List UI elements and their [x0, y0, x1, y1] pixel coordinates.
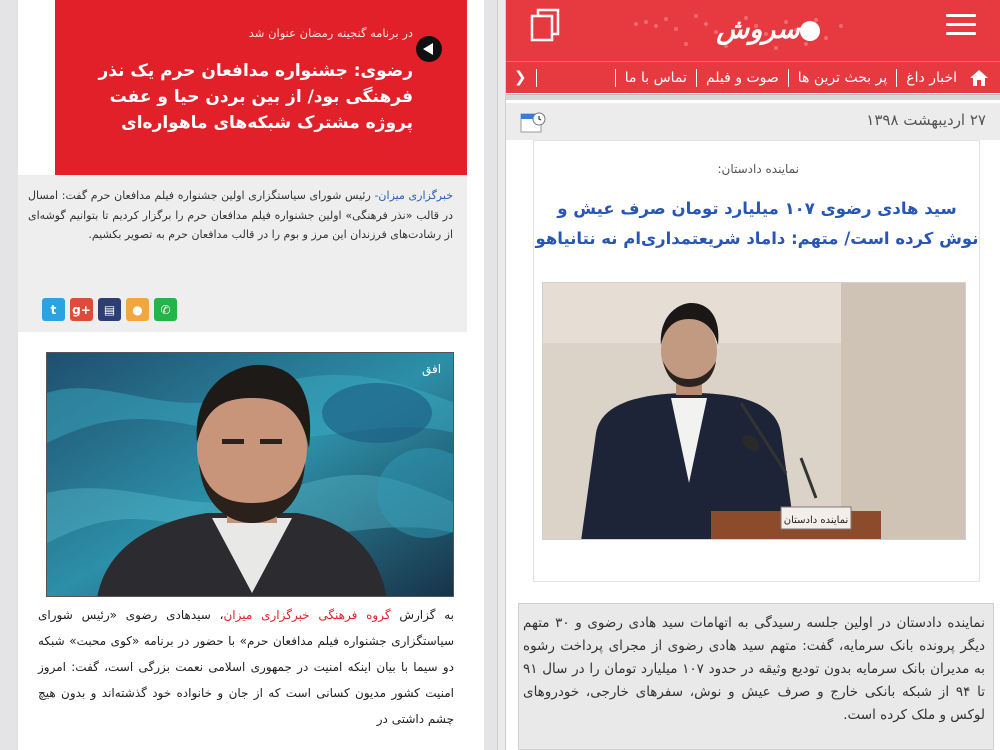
copy-icon[interactable]: [529, 8, 561, 42]
nav-item-most-discussed[interactable]: پر بحث ترین ها: [788, 69, 896, 87]
panel-divider: [497, 0, 506, 750]
nav-stripe: [506, 94, 1000, 100]
lead-paragraph: [28, 186, 453, 245]
speaker-podium-photo: [542, 283, 965, 540]
logo-globe-icon: [800, 21, 820, 41]
nav-item-hot-news[interactable]: اخبار داغ: [896, 69, 966, 87]
nav-item-contact[interactable]: تماس با ما: [615, 69, 696, 87]
headline-box[interactable]: [55, 0, 467, 175]
body-prefix: به گزارش: [390, 608, 455, 622]
nav-separator: [536, 69, 537, 87]
left-headline[interactable]: رضوی: جشنواره مدافعان حرم یک نذر فرهنگی بود/ از بین بردن حیا و عفت پروژه مشترک شبکه‌های ماهواره‌ای: [98, 61, 413, 133]
nav-item-audio-video[interactable]: صوت و فیلم: [696, 69, 788, 87]
facenama-icon[interactable]: ▤: [98, 298, 121, 321]
right-article-photo: [542, 282, 966, 540]
chevron-left-icon[interactable]: ❮: [514, 68, 527, 86]
site-header: [506, 0, 1000, 61]
main-nav: [506, 61, 1000, 93]
left-overtitle: در برنامه گنجینه رمضان عنوان شد: [248, 26, 413, 40]
right-headline[interactable]: سید هادی رضوی ۱۰۷ میلیارد تومان صرف عیش و نوش کرده است/ متهم: داماد شریعتمداری‌ام نه نتانیاهو: [535, 199, 979, 248]
twitter-icon[interactable]: t: [42, 298, 65, 321]
man-portrait-photo: [47, 353, 454, 597]
hamburger-menu-icon[interactable]: [946, 14, 976, 36]
left-screenshot-panel: [0, 0, 497, 750]
left-article-photo: [46, 352, 454, 597]
body-main-text: ، سیدهادی رضوی «رئیس شورای سیاستگزاری جشنواره فیلم مدافعان حرم» با حضور در برنامه «کوی محبت» شبکه دو سیما با بیان اینکه امنیت در جمهوری اسلامی نعمت بزرگی است، گفت: امروز امنیت کشور مدیون کسانی است که از جان و خانواده خود گذشته‌اند و بدون هیچ چشم داشتی در: [38, 608, 454, 726]
date-bar: [506, 103, 1000, 140]
right-body-text: نماینده دادستان در اولین جلسه رسیدگی به اتهامات سید هادی رضوی و ۳۰ متهم دیگر پرونده بانک سرمایه، گفت: متهم سید هادی رضوی از مجرای پرداخت رشوه به مدیران بانک سرمایه بدون تودیع وثیقه در حدود ۱۰۷ میلیارد تومان را در سال ۹۱ تا ۹۴ از شبکه بانکی خارج و صرف عیش و نوش، سفرهای خارجی، خودروهای لوکس و ملک کرده است.: [523, 615, 985, 723]
lead-text: رئیس شورای سیاستگزاری اولین جشنواره فیلم مدافعان حرم گفت: امسال در قالب «نذر فرهنگی» اولین جشنواره فیلم مدافعان حرم را برگزار کردیم تا بتوانیم گوشه‌ای از رشادت‌های فرزندان این مرز و بوم را در قالب مدافعان حرم به تصویر بکشیم.: [28, 189, 453, 241]
site-logo[interactable]: [696, 6, 836, 54]
right-screenshot-panel: [506, 0, 1000, 750]
body-source-link[interactable]: گروه فرهنگی خبرگزاری میزان: [223, 608, 391, 622]
podium-label: نماینده دادستان: [783, 515, 849, 526]
logo-text: سروش: [716, 14, 800, 45]
home-icon[interactable]: [966, 65, 992, 91]
google-plus-icon[interactable]: g+: [70, 298, 93, 321]
tv-watermark: افق: [422, 362, 442, 376]
right-overtitle: نماینده دادستان:: [717, 162, 799, 176]
right-article-card: [533, 140, 980, 582]
calendar-icon: [520, 111, 546, 133]
social-share-bar: [42, 298, 177, 321]
lead-agency[interactable]: خبرگزاری میزان-: [370, 189, 453, 202]
whatsapp-icon[interactable]: ✆: [154, 298, 177, 321]
date-text: ۲۷ اردیبهشت ۱۳۹۸: [866, 111, 986, 129]
left-body-text: [38, 602, 454, 732]
right-body-box: [518, 603, 994, 750]
play-icon[interactable]: [416, 36, 442, 62]
cloob-icon[interactable]: ●: [126, 298, 149, 321]
